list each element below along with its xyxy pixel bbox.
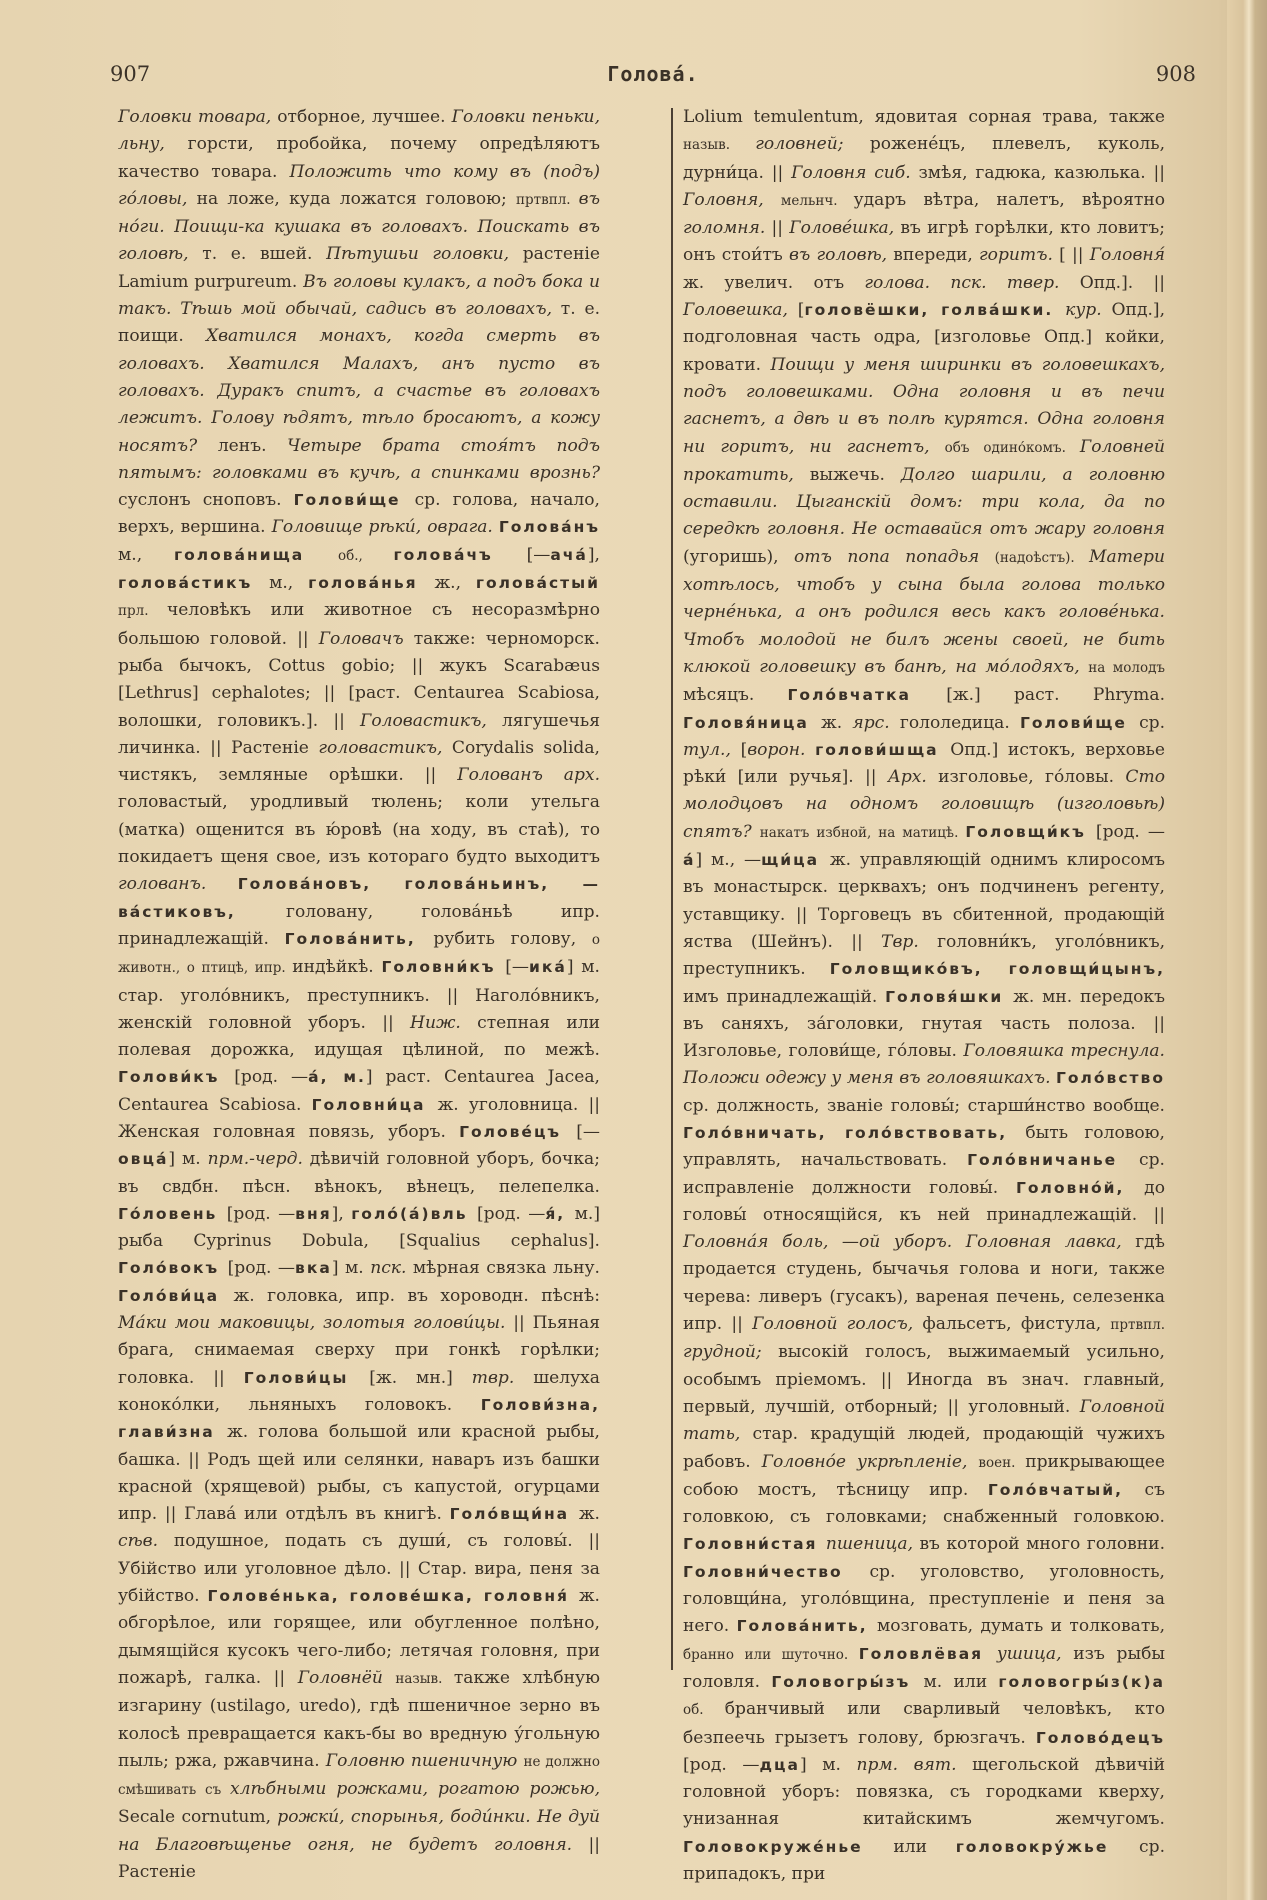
definition-text: ] м. стар. уголо́вникъ, преступникъ. || Наголо́вникъ, женскiй головной уборъ. || <box>118 957 600 1033</box>
definition-text: м., <box>118 544 174 565</box>
abbreviation: о животн., о птицѣ, ипр. <box>118 931 601 977</box>
headword: Голо́вничанье <box>967 1151 1140 1170</box>
definition-text: || <box>771 218 790 239</box>
page-number-left: 907 <box>110 62 151 86</box>
example-italic: Головки товара, <box>118 107 278 127</box>
example-italic: голованъ. <box>118 874 238 895</box>
definition-text: также: черноморск. рыба бычокъ, Cottus gobio; || жукъ Scarabæus [Lethrus] cephalotes; || [раст. Centaurea Scabiosa, волошки, головикъ.]. || <box>118 628 600 731</box>
example-italic: Головню пшеничную <box>325 1750 524 1771</box>
dictionary-column-left <box>118 104 600 1886</box>
definition-text: впереди, <box>893 245 980 266</box>
definition-text: ] м. <box>168 1149 208 1170</box>
definition-text: Опд.]. || <box>1079 272 1165 293</box>
abbreviation: воен. <box>978 1454 1026 1471</box>
headword: голова́чъ <box>393 545 527 564</box>
example-italic: Головня сиб. <box>791 162 919 183</box>
headword: Голо́ви́ца <box>118 1286 234 1305</box>
example-italic: рожки́, спорынья, боди́нки. Не дуй на Благовѣщенье огня, не будетъ головня. <box>118 1807 600 1855</box>
headword: головёшки, голва́шки. <box>804 301 1066 320</box>
definition-text: м.] рыба Cyprinus Dobula, [Squalius cephalus]. <box>118 1203 601 1252</box>
abbreviation: назыв. <box>395 1670 454 1687</box>
definition-text: высокiй голосъ, выжимаемый усильно, особымъ прiемомъ. || Иногда въ знач. главный, первый, лучшiй, отборный; || уголовный. <box>683 1342 1165 1417</box>
definition-text: м., <box>269 573 309 594</box>
example-italic: головастикъ, <box>318 737 452 758</box>
definition-text: ж. обгорѣлое, или горящее, или обугленное полѣно, дымящiйся кусокъ чего-либо; летячая головня, при пожарѣ, галка. || <box>118 1586 600 1688</box>
headword: Голови́зна, глави́зна <box>118 1395 600 1442</box>
definition-text: ср. уголовство, уголовность, головщи́на, уголо́вщина, преступленiе и пеня за него. <box>683 1561 1165 1637</box>
headword: голова́нища <box>173 545 338 564</box>
definition-text: [— <box>505 957 529 978</box>
abbreviation: пртвпл. <box>516 191 579 208</box>
definition-text: Lolium temulentum, ядовитая сорная трава, также <box>683 107 1165 127</box>
headword: Головокруже́нье <box>683 1837 894 1856</box>
example-italic: Головна́я боль, —ой уборъ. Головная лавка, <box>683 1232 1136 1253</box>
definition-text: ленъ. <box>217 435 288 456</box>
headword: голова́нья <box>308 574 435 593</box>
definition-text: [ж.] раст. Phryma. <box>946 685 1166 706</box>
page-number-right: 908 <box>1155 62 1196 86</box>
example-italic: въ головѣ, <box>788 245 894 266</box>
headword: голови́шща <box>815 740 951 759</box>
page-edge-binding <box>1227 0 1267 1900</box>
example-italic: отъ попа попадья <box>794 546 995 567</box>
headword: голова́стикъ <box>118 574 270 593</box>
definition-text: т. е. вшей. <box>202 244 327 265</box>
definition-text: [ || <box>1059 245 1090 266</box>
definition-text: Опд.] истокъ, верховье рѣки́ [или ручья]. || <box>683 739 1165 788</box>
example-italic: Твр. <box>881 931 938 952</box>
definition-text: ср. должность, званiе головы́; старши́нство вообще. <box>683 1095 1165 1116</box>
definition-text: ], <box>331 1203 352 1224</box>
abbreviation: об., <box>337 547 394 564</box>
definition-text: ж., <box>434 573 476 594</box>
headword: голова́стый <box>475 574 600 593</box>
headword: вня <box>295 1204 332 1223</box>
definition-text: [ж. мн.] <box>369 1367 472 1388</box>
headword: Голова́новъ, голова́ньинъ, —ва́стиковъ, <box>118 875 600 921</box>
example-italic: пск. <box>370 1258 413 1279</box>
example-italic: хлѣбными рожками, рогатою рожью, <box>230 1779 601 1800</box>
definition-text: змѣя, гадюка, казюлька. || <box>918 162 1165 183</box>
definition-text: ж. головка, ипр. въ хороводн. пѣснѣ: <box>233 1285 601 1306</box>
definition-text: [ <box>740 739 748 760</box>
headword: Головни́ца <box>311 1095 438 1114</box>
definition-text: ], <box>587 544 600 565</box>
abbreviation: объ одино́комъ. <box>944 439 1080 456</box>
headword: Голо́вчатый, <box>987 1480 1145 1499</box>
example-italic: Головяшка треснула. Положи одежу у меня въ головяшкахъ. <box>683 1041 1165 1089</box>
example-italic: Головня, <box>683 189 781 210</box>
example-italic: Сто молодцовъ на одномъ головищѣ (изголовьѣ) спятъ? <box>683 767 1165 842</box>
headword: Головни́чество <box>683 1562 870 1581</box>
headword: Голо́вчатка <box>787 686 947 705</box>
headword: голо́(а́)вль <box>351 1204 477 1223</box>
example-italic: головней; <box>755 134 870 155</box>
example-italic: Головной тать, <box>683 1396 1165 1445</box>
definition-text: головастый, уродливый тюлень; коли утельга (матка) ощенится въ ю́ровѣ (на ходу, въ стаѣ), то покидаетъ щеня свое, изъ котораго будто выходитъ <box>118 792 600 868</box>
definition-text: [род. — <box>234 1067 309 1088</box>
definition-text: ж. <box>821 712 853 733</box>
definition-text: рубить голову, <box>433 928 592 949</box>
headword: Головя́ница <box>683 713 821 732</box>
definition-text: [ <box>797 300 805 321</box>
definition-text: т. е. поищи. <box>118 299 600 347</box>
definition-text: ж. уголовница. || Женская головная повязь, уборъ. <box>118 1094 600 1142</box>
example-italic: Головнёй <box>297 1667 396 1688</box>
definition-text: ж. управляющiй однимъ клиросомъ въ монастырск. церквахъ; онъ подчиненъ регенту, уставщику. || Торговецъ въ сбитенной, продающiй яства (Шейнъ). || <box>683 850 1165 952</box>
definition-text: ср. <box>1139 712 1166 733</box>
abbreviation: назыв. <box>683 137 756 154</box>
headword: Головлёвая <box>858 1644 997 1663</box>
definition-text: мозговать, думать и толковать, <box>876 1616 1166 1637</box>
headword: головокру́жье <box>955 1837 1140 1856</box>
headword: Головщико́въ, головщи́цынъ, <box>829 960 1165 979</box>
definition-text: суслонъ сноповъ. <box>118 490 294 511</box>
definition-text: до головы́ относящiйся, къ ней принадлежащiй. || <box>683 1177 1165 1225</box>
headword: Голови́ще <box>293 491 415 510</box>
example-italic: Головной голосъ, <box>752 1314 923 1335</box>
abbreviation: мельнч. <box>780 192 854 209</box>
definition-text: также хлѣбную изгарину (ustilago, uredo), гдѣ пшеничное зерно въ колосѣ превращается какъ-бы во вредную у́гольную пыль; ржа, ржавчина. <box>118 1667 600 1771</box>
headword: вка <box>295 1259 332 1278</box>
definition-text: горсти, пробойка, почему опредѣляютъ качество товара. <box>118 134 600 182</box>
headword: Головя́шки <box>885 987 1014 1006</box>
example-italic: Голованъ арх. <box>457 765 600 786</box>
example-italic: голомня. <box>683 218 772 239</box>
definition-text: ср. голова, начало, верхъ, вершина. <box>118 490 600 538</box>
abbreviation: накатъ избной, на матицѣ. <box>759 824 966 841</box>
definition-text: [род. — <box>227 1258 296 1279</box>
definition-text: ] м., — <box>695 850 762 871</box>
definition-text: ж. мн. передокъ въ саняхъ, за́головки, гнутая часть полоза. || Изголовье, голови́ще, го́ловы. <box>683 986 1165 1062</box>
definition-text: ] м. <box>331 1258 371 1279</box>
example-italic: Головище рѣки́, оврага. <box>271 517 499 538</box>
definition-text: гдѣ продается студень, бычачья голова и ноги, также черева: ливеръ (гусакъ), вареная печень, селезенка ипр. || <box>683 1232 1165 1335</box>
example-italic: Головно́е укрѣпленiе, <box>761 1451 979 1472</box>
definition-text: гололедица. <box>899 712 1021 733</box>
example-italic: Головки пеньки, льну, <box>118 107 600 155</box>
page-header <box>110 62 1196 92</box>
abbreviation: не должно смѣшивать съ <box>118 1753 600 1799</box>
definition-text: дѣвичiй головной уборъ, бочка; въ свдбн. пѣсн. вѣнокъ, вѣнецъ, пелепелка. <box>118 1149 600 1197</box>
headword: Головщи́къ <box>965 822 1096 841</box>
definition-text: лягушечья личинка. || Растенiе <box>118 710 601 758</box>
definition-text: ] м. <box>799 1754 857 1775</box>
abbreviation: на молодъ <box>1088 659 1165 676</box>
headword: головогры́з(к)а <box>998 1672 1165 1691</box>
definition-text: мѣсяцъ. <box>683 685 788 706</box>
definition-text: Опд.], подголовная часть одра, [изголовье Опд.] койки, кровати. <box>683 300 1166 375</box>
definition-text: или <box>893 1836 956 1857</box>
abbreviation: прл. <box>118 603 167 620</box>
example-italic: Матери хотѣлось, чтобъ у сына была голова только чернéнька, а онъ родился весь какъ головéнька. Чтобъ молодой не билъ жены своей, не бить клюкой головешку въ банѣ, на мо́лодяхъ, <box>683 546 1165 677</box>
example-italic: Головешка, <box>683 300 798 321</box>
example-italic: кур. <box>1065 300 1112 321</box>
example-italic: Хватился монахъ, когда смерть въ головахъ. Хватился Малахъ, анъ пусто въ головахъ. Дуракъ спитъ, а счастье въ головахъ лежитъ. Голову ѣдятъ, тѣло бросаютъ, а кожу носятъ? <box>118 326 600 456</box>
headword: а́ <box>683 851 696 870</box>
example-italic: твр. <box>471 1367 534 1388</box>
example-italic: Головéшка, <box>789 218 901 239</box>
example-italic: Пѣтушьи головки, <box>326 244 523 265</box>
definition-text: ударъ вѣтра, налетъ, вѣроятно <box>853 189 1166 210</box>
example-italic: горитъ. <box>979 245 1060 266</box>
definition-text: [род. — <box>683 1754 760 1775</box>
definition-text: на ложе, куда ложатся головою; <box>196 188 516 209</box>
definition-text: [— <box>576 1121 600 1142</box>
example-italic: Четыре брата стоя́тъ подъ пятымъ: головками въ кучѣ, а спинками врознь? <box>118 435 600 483</box>
example-italic: Ниж. <box>410 1012 478 1033</box>
example-italic: Долго шарили, а головню оставили. Цыганскiй домъ: три кола, да по середкѣ головня. Не оставайся отъ жару головня <box>683 464 1165 540</box>
definition-text: || Растенiе <box>118 1834 600 1882</box>
definition-text: (угоришь), <box>683 546 795 567</box>
definition-text: ж. увелич. отъ <box>683 272 865 293</box>
headword: Головогры́зъ <box>771 1672 924 1691</box>
definition-text: отборное, лучшее. <box>277 107 452 127</box>
running-head-title: Голова́. <box>607 62 699 86</box>
definition-text: Corydalis solida, чистякъ, земляные орѣшки. || <box>118 737 600 786</box>
abbreviation: пртвпл. <box>1110 1317 1165 1334</box>
definition-text: изъ рыбы головля. <box>683 1643 1165 1692</box>
definition-text: [род. — <box>226 1203 296 1224</box>
headword: Голове́цъ <box>459 1122 577 1141</box>
headword: Го́ловень <box>118 1204 227 1223</box>
example-italic: прм. вят. <box>856 1754 973 1775</box>
headword: Голови́къ <box>118 1068 235 1087</box>
definition-text: ж. <box>578 1504 600 1525</box>
example-italic: тул., <box>683 739 741 760</box>
headword: Голови́ще <box>1020 713 1140 732</box>
definition-text: головану, голова́ньѣ ипр. принадлежащiй. <box>118 901 600 949</box>
headword: ика́ <box>529 958 567 977</box>
headword: щи́ца <box>761 851 830 870</box>
headword: Голова́нить, <box>736 1617 877 1636</box>
example-italic: Въ головы кулакъ, а подъ бока и такъ. Тѣшь мой обычай, садись въ головахъ, <box>118 271 600 320</box>
definition-text: подушное, подать съ души́, съ головы́. || Убiйство или уголовное дѣло. || Стар. вира, пеня за убiйство. <box>118 1531 600 1607</box>
definition-text: въ игрѣ горѣлки, кто ловитъ; онъ стои́тъ <box>683 218 1166 266</box>
example-italic: Арх. <box>887 767 939 788</box>
definition-text: изголовье, го́ловы. <box>938 767 1126 788</box>
definition-text: быть головою, управлять, начальствовать. <box>683 1122 1165 1171</box>
example-italic: Ма́ки мои маковицы, золотыя голови́цы. <box>118 1313 514 1334</box>
definition-text: щегольской дѣвичiй головной уборъ: повязка, съ городками кверху, унизанная китайскимъ жемчугомъ. <box>683 1754 1166 1830</box>
example-italic: въ но́ги. Поищи-ка кушака въ головахъ. Поискать въ головѣ, <box>118 188 600 265</box>
headword: Голо́вство <box>1056 1069 1165 1088</box>
abbreviation: бранно или шуточно. <box>683 1646 859 1663</box>
example-italic: голова. пск. твер. <box>864 272 1080 293</box>
definition-text: [род. — <box>476 1203 546 1224</box>
example-italic: ворон. <box>747 739 816 760</box>
example-italic: Головастикъ, <box>360 710 502 731</box>
headword: Голове́нька, голове́шка, головня́ <box>207 1587 579 1606</box>
definition-text: прикрывающее собою мостъ, тѣсницу ипр. <box>683 1451 1165 1500</box>
definition-text: съ головкою, съ головками; снабженный головкою. <box>683 1479 1165 1528</box>
headword: Головно́й, <box>1015 1178 1145 1197</box>
headword: я́, <box>545 1204 575 1223</box>
definition-text: м. или <box>923 1671 999 1692</box>
column-text <box>118 104 600 1886</box>
abbreviation: об. <box>683 1702 725 1719</box>
example-italic: Положить что кому въ (подъ) го́ловы, <box>118 161 601 209</box>
definition-text: [— <box>526 544 551 565</box>
column-text <box>683 104 1165 1888</box>
headword: Голо́вокъ <box>118 1259 228 1278</box>
definition-text: индѣйкѣ. <box>292 957 382 978</box>
definition-text: степная или полевая дорожка, идущая цѣлиной, по межѣ. <box>118 1012 600 1061</box>
headword: а́, м. <box>308 1068 366 1087</box>
example-italic: Поищи у меня ширинки въ головешкахъ, подъ головешками. Одна головня и въ печи гаснетъ, а двѣ и въ полѣ курятся. Одна головня ни горитъ, ни гаснетъ, <box>683 354 1165 457</box>
definition-text: || Пьяная брага, снимаемая сверху при гонкѣ горѣлки; головка. || <box>118 1313 600 1388</box>
example-italic: Головачъ <box>318 628 414 649</box>
headword: Голови́цы <box>243 1368 370 1387</box>
definition-text: растенiе Lamium purpureum. <box>118 244 600 292</box>
example-italic: Головня́ <box>1089 245 1165 266</box>
definition-text: бранчивый или сварливый человѣкъ, кто безпеечь грызетъ голову, брюзгачъ. <box>683 1699 1166 1748</box>
headword: ача́ <box>550 545 588 564</box>
definition-text: [род. — <box>1095 821 1165 842</box>
headword: Голо́вщи́на <box>449 1505 579 1524</box>
headword: Голо́вничать, голо́вствовать, <box>683 1123 1026 1142</box>
column-divider <box>671 108 673 1670</box>
definition-text: стар. крадущiй людей, продающiй чужихъ рабовъ. <box>683 1424 1165 1472</box>
headword: Голова́нъ <box>498 518 600 537</box>
definition-text: ж. голова большой или красной рыбы, башка. || Родъ щей или селянки, наваръ изъ башки красной (хрящевой) рыбы, съ капустой, огурцами ипр. || Глава́ или отдѣлъ въ книгѣ. <box>118 1422 600 1525</box>
abbreviation: (надоѣстъ). <box>994 549 1090 566</box>
definition-text: роженéцъ, плевелъ, куколь, дурни́ца. || <box>683 134 1166 183</box>
example-italic: грудной; <box>683 1342 779 1363</box>
example-italic: ушица, <box>996 1643 1074 1664</box>
definition-text: фальсетъ, фистула, <box>922 1314 1111 1335</box>
dictionary-column-right <box>683 104 1165 1888</box>
definition-text: головни́къ, уголо́вникъ, преступникъ. <box>683 931 1165 980</box>
example-italic: ярс. <box>852 712 900 733</box>
example-italic: пшеница, <box>825 1534 920 1555</box>
definition-text: въ которой много головни. <box>919 1534 1165 1555</box>
example-italic: Головней прокатить, <box>683 436 1165 485</box>
headword: Головóдецъ <box>1035 1728 1165 1747</box>
definition-text: шелуха коноко́лки, льняныхъ головокъ. <box>118 1367 600 1415</box>
definition-text: ср. исправленiе должности головы́. <box>683 1150 1165 1198</box>
example-italic: сѣв. <box>118 1531 174 1552</box>
definition-text: Secale cornutum, <box>118 1807 278 1828</box>
definition-text: выжечь. <box>809 464 901 485</box>
headword: дца <box>759 1755 800 1774</box>
definition-text: человѣкъ или животное съ несоразмѣрно большою головой. || <box>118 600 600 649</box>
definition-text: имъ принадлежащiй. <box>683 986 886 1007</box>
example-italic: прм.-черд. <box>207 1149 310 1170</box>
headword: Головни́стая <box>683 1535 826 1554</box>
headword: Головни́къ <box>381 958 506 977</box>
headword: овца́ <box>118 1150 169 1169</box>
definition-text: мѣрная связка льну. <box>412 1258 600 1279</box>
headword: Голова́нить, <box>284 929 434 948</box>
definition-text: ср. припадокъ, при <box>683 1836 1165 1884</box>
definition-text: ] раст. Centaurea Jacea, Centaurea Scabiosa. <box>118 1067 600 1115</box>
